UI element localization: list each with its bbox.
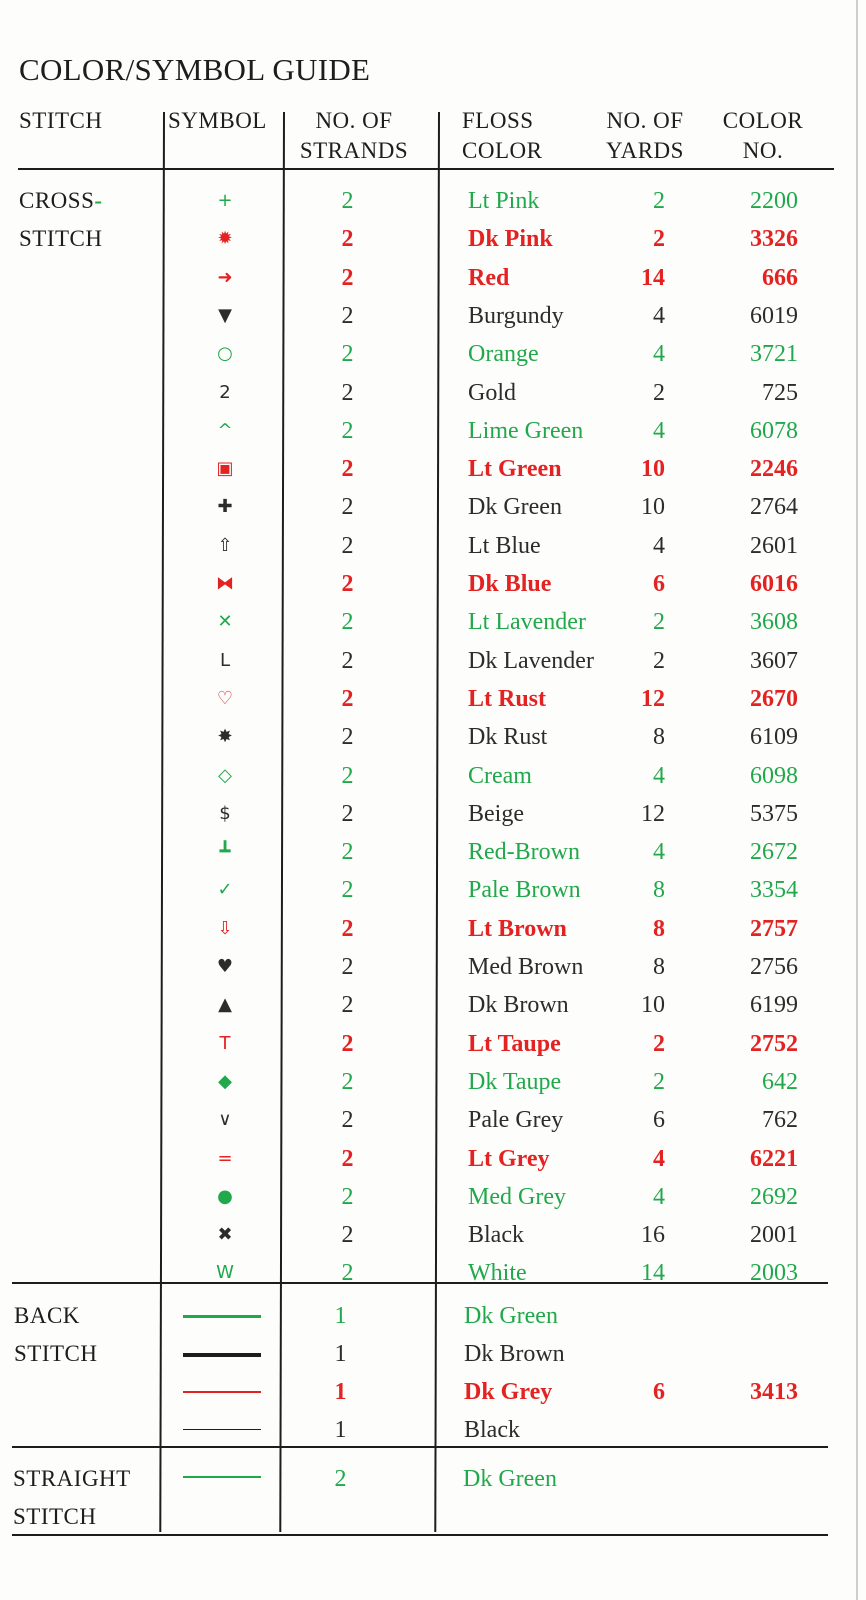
table-row	[0, 488, 866, 526]
header-color-no-line2: NO.	[742, 138, 784, 163]
table-row	[0, 1063, 866, 1101]
table-row	[0, 527, 866, 565]
color-number-cell: 725	[762, 379, 798, 406]
floss-color-cell: Lt Taupe	[468, 1030, 561, 1057]
header-yards	[596, 106, 694, 166]
floss-color-cell: Dk Blue	[468, 571, 552, 597]
color-number-cell: 2757	[750, 915, 798, 942]
page-title: COLOR/SYMBOL GUIDE	[19, 52, 371, 87]
stitch-symbol-icon: ▲	[218, 994, 232, 1016]
color-number-cell: 3413	[750, 1379, 798, 1405]
stitch-symbol-icon: ▣	[216, 458, 234, 480]
yards-cell: 8	[653, 724, 665, 751]
table-row	[0, 1460, 866, 1498]
yards-cell: 8	[653, 877, 665, 904]
floss-color-cell: Lt Lavender	[468, 609, 586, 636]
yards-cell: 4	[653, 341, 665, 368]
header-yards-line1: NO. OF	[606, 108, 684, 133]
stitch-symbol-icon: ⧓	[216, 573, 234, 594]
yards-cell: 12	[641, 800, 665, 827]
color-number-cell: 2670	[750, 685, 798, 712]
floss-color-cell: Dk Green	[468, 494, 562, 521]
color-number-cell: 3607	[750, 647, 798, 674]
color-number-cell: 3354	[750, 877, 798, 904]
strands-cell: 2	[341, 571, 354, 597]
stitch-symbol-icon: ⇧	[217, 534, 233, 556]
header-strands-line2: STRANDS	[299, 138, 409, 163]
color-number-cell: 2246	[750, 456, 798, 483]
strands-cell: 2	[341, 1030, 354, 1057]
table-row	[0, 182, 866, 220]
strands-cell: 2	[341, 417, 354, 444]
color-number-cell: 2692	[750, 1183, 798, 1210]
floss-color-cell: Red	[468, 264, 510, 291]
table-row	[0, 297, 866, 335]
table-row	[0, 1025, 866, 1063]
floss-color-cell: Orange	[468, 341, 539, 368]
strands-cell: 2	[341, 685, 354, 712]
table-row	[0, 335, 866, 373]
strands-cell: 2	[341, 188, 354, 214]
color-number-cell: 6109	[750, 724, 798, 751]
stitch-symbol-icon: ⇩	[217, 917, 233, 939]
stitch-symbol-icon: ┻	[219, 841, 231, 863]
floss-color-cell: Lt Rust	[468, 685, 547, 712]
yards-cell: 10	[641, 992, 665, 1019]
color-number-cell: 5375	[750, 800, 798, 827]
yards-cell: 2	[653, 379, 665, 406]
table-row	[0, 1335, 866, 1373]
table-row	[0, 757, 866, 795]
strands-cell: 2	[341, 1145, 354, 1172]
section-label-back-stitch-line2: STITCH	[14, 1341, 98, 1366]
floss-color-cell: Med Brown	[468, 954, 584, 980]
floss-color-cell: Dk Brown	[468, 992, 569, 1019]
color-number-cell: 3326	[750, 226, 798, 253]
header-floss-line2: COLOR	[462, 138, 543, 163]
header-strands	[290, 106, 418, 166]
table-row	[0, 871, 866, 909]
cross-label-dash: -	[94, 188, 103, 213]
color-number-cell: 3721	[750, 341, 798, 368]
yards-cell: 2	[653, 226, 665, 253]
strands-cell: 2	[341, 1068, 354, 1095]
color-number-cell: 2003	[750, 1260, 798, 1287]
color-number-cell: 2200	[750, 188, 798, 214]
color-number-cell: 2756	[750, 954, 798, 980]
color-number-cell: 3608	[750, 609, 798, 636]
stitch-symbol-icon: +	[217, 190, 233, 211]
yards-cell: 6	[653, 1107, 665, 1134]
yards-cell: 2	[653, 1030, 665, 1057]
strands-cell: 2	[334, 1466, 347, 1492]
header-floss	[462, 106, 542, 166]
yards-cell: 4	[653, 1145, 665, 1172]
table-row	[0, 948, 866, 986]
table-row	[0, 565, 866, 603]
strands-cell: 2	[341, 800, 354, 827]
strands-cell: 2	[341, 762, 354, 789]
yards-cell: 2	[653, 609, 665, 636]
header-stitch: STITCH	[19, 108, 103, 133]
table-row	[0, 412, 866, 450]
header-color-no-line1: COLOR	[722, 108, 804, 133]
stitch-symbol-icon: ✹	[217, 228, 233, 250]
strands-cell: 2	[341, 1222, 354, 1249]
floss-color-cell: Dk Taupe	[468, 1068, 562, 1095]
yards-cell: 4	[653, 1183, 665, 1210]
floss-color-cell: Lt Blue	[468, 532, 541, 559]
floss-color-cell: Lt Green	[468, 456, 562, 483]
stitch-symbol-icon: ➜	[217, 266, 233, 288]
stitch-symbol-icon: ▼	[218, 304, 232, 326]
strands-cell: 1	[334, 1417, 347, 1443]
strands-cell: 2	[341, 915, 354, 942]
floss-color-cell: White	[468, 1260, 527, 1287]
stitch-symbol-icon: 2	[219, 381, 231, 403]
backstitch-line-icon	[183, 1353, 261, 1357]
strands-cell: 2	[341, 456, 354, 483]
floss-color-cell: Red-Brown	[468, 839, 580, 866]
header-floss-line1: FLOSS	[462, 108, 534, 133]
color-number-cell: 6019	[750, 302, 798, 329]
yards-cell: 10	[641, 494, 665, 521]
stitch-symbol-icon: T	[219, 1032, 231, 1054]
table-row	[0, 220, 866, 258]
yards-cell: 2	[653, 188, 665, 214]
color-number-cell: 6078	[750, 417, 798, 444]
table-row	[0, 259, 866, 297]
header-strands-line1: NO. OF	[315, 108, 393, 133]
strands-cell: 2	[341, 532, 354, 559]
floss-color-cell: Dk Lavender	[468, 647, 594, 674]
yards-cell: 4	[653, 762, 665, 789]
yards-cell: 2	[653, 647, 665, 674]
strands-cell: 1	[334, 1341, 347, 1367]
color-number-cell: 2001	[750, 1222, 798, 1249]
table-row	[0, 1101, 866, 1139]
yards-cell: 2	[653, 1068, 665, 1095]
strands-cell: 1	[334, 1379, 347, 1405]
color-number-cell: 6098	[750, 762, 798, 789]
floss-color-cell: Lime Green	[468, 417, 584, 444]
stitch-symbol-icon: =	[217, 1147, 233, 1169]
strands-cell: 2	[341, 1183, 354, 1210]
section-label-cross-stitch-line2: STITCH	[19, 226, 103, 251]
strands-cell: 2	[341, 226, 354, 253]
strands-cell: 2	[341, 839, 354, 866]
floss-color-cell: Dk Rust	[468, 724, 548, 751]
yards-cell: 14	[641, 1260, 665, 1287]
strands-cell: 2	[341, 992, 354, 1019]
table-row	[0, 833, 866, 871]
backstitch-line-icon	[183, 1391, 261, 1393]
table-row	[0, 1178, 866, 1216]
stitch-symbol-icon: ♡	[216, 687, 234, 709]
strands-cell: 2	[341, 877, 354, 904]
floss-color-cell: Gold	[468, 379, 516, 406]
floss-color-cell: Dk Brown	[464, 1341, 565, 1367]
stitch-symbol-icon: L	[219, 649, 231, 671]
table-row	[0, 680, 866, 718]
stitch-symbol-icon: ♥	[216, 956, 234, 977]
yards-cell: 4	[653, 302, 665, 329]
strands-cell: 2	[341, 264, 354, 291]
yards-cell: 14	[641, 264, 665, 291]
yards-cell: 10	[641, 456, 665, 483]
yards-cell: 4	[653, 532, 665, 559]
strands-cell: 2	[341, 724, 354, 751]
table-row	[0, 718, 866, 756]
backstitch-line-icon	[183, 1429, 261, 1430]
table-row	[0, 1297, 866, 1335]
strands-cell: 2	[341, 379, 354, 406]
yards-cell: 8	[653, 954, 665, 980]
stitch-symbol-icon: $	[219, 802, 231, 824]
stitch-symbol-icon: ○	[217, 343, 233, 365]
section-label-back-stitch-line1: BACK	[14, 1303, 80, 1328]
strands-cell: 2	[341, 647, 354, 674]
table-row	[0, 986, 866, 1024]
stitch-symbol-icon: ◆	[218, 1070, 232, 1092]
strands-cell: 2	[341, 494, 354, 521]
table-row	[0, 795, 866, 833]
floss-color-cell: Beige	[468, 800, 524, 827]
floss-color-cell: Pale Grey	[468, 1107, 564, 1134]
table-bottom-rule	[12, 1534, 828, 1536]
stitch-symbol-icon: ◇	[218, 764, 232, 786]
floss-color-cell: Lt Grey	[468, 1145, 550, 1172]
color-number-cell: 2764	[750, 494, 798, 521]
table-row	[0, 1411, 866, 1449]
floss-color-cell: Lt Pink	[468, 188, 540, 214]
header-color-no	[712, 106, 814, 166]
section-label-straight-stitch-line1: STRAIGHT	[13, 1466, 131, 1491]
color-number-cell: 642	[762, 1068, 798, 1095]
stitch-symbol-icon: ✖	[217, 1224, 233, 1246]
color-number-cell: 6199	[750, 992, 798, 1019]
floss-color-cell: Lt Brown	[468, 915, 567, 942]
floss-color-cell: Dk Pink	[468, 226, 553, 253]
floss-color-cell: Cream	[468, 762, 532, 789]
stitch-symbol-icon: ✚	[217, 496, 233, 518]
floss-color-cell: Dk Grey	[464, 1379, 553, 1405]
yards-cell: 4	[653, 417, 665, 444]
color-number-cell: 2672	[750, 839, 798, 866]
table-row	[0, 910, 866, 948]
stitch-symbol-icon: ✓	[217, 879, 233, 901]
yards-cell: 12	[641, 685, 665, 712]
strands-cell: 2	[341, 1260, 354, 1287]
yards-cell: 4	[653, 839, 665, 866]
cross-label-word: CROSS	[19, 188, 95, 213]
table-row	[0, 642, 866, 680]
table-row	[0, 1373, 866, 1411]
table-row	[0, 1140, 866, 1178]
floss-color-cell: Dk Green	[463, 1466, 557, 1492]
yards-cell: 6	[653, 1379, 665, 1405]
floss-color-cell: Black	[464, 1417, 520, 1443]
strands-cell: 2	[341, 1107, 354, 1134]
stitch-symbol-icon: ✕	[217, 611, 233, 633]
floss-color-cell: Dk Green	[464, 1303, 558, 1329]
stitch-symbol-icon: W	[216, 1262, 234, 1284]
header-yards-line2: YARDS	[606, 138, 684, 163]
strands-cell: 2	[341, 341, 354, 368]
color-number-cell: 762	[762, 1107, 798, 1134]
strands-cell: 2	[341, 609, 354, 636]
floss-color-cell: Pale Brown	[468, 877, 581, 904]
floss-color-cell: Med Grey	[468, 1183, 566, 1210]
table-row	[0, 450, 866, 488]
color-number-cell: 666	[762, 264, 798, 291]
yards-cell: 16	[641, 1222, 665, 1249]
section-label-straight-stitch-line2: STITCH	[13, 1504, 97, 1529]
strands-cell: 2	[341, 954, 354, 980]
yards-cell: 6	[653, 571, 665, 597]
yards-cell: 8	[653, 915, 665, 942]
color-number-cell: 2601	[750, 532, 798, 559]
table-row	[0, 1216, 866, 1254]
stitch-symbol-icon: ✸	[217, 726, 233, 748]
stitch-symbol-icon: ∨	[218, 1109, 232, 1131]
color-number-cell: 6016	[750, 571, 798, 597]
stitch-symbol-icon: ^	[217, 419, 233, 441]
stitch-symbol-icon: ●	[217, 1185, 233, 1207]
color-number-cell: 2752	[750, 1030, 798, 1057]
table-row	[0, 1254, 866, 1292]
floss-color-cell: Burgundy	[468, 302, 564, 329]
strands-cell: 1	[334, 1303, 347, 1329]
header-rule	[18, 168, 834, 170]
header-symbol: SYMBOL	[168, 108, 267, 133]
floss-color-cell: Black	[468, 1222, 524, 1249]
color-number-cell: 6221	[750, 1145, 798, 1172]
strands-cell: 2	[341, 302, 354, 329]
backstitch-line-icon	[183, 1315, 261, 1318]
table-row	[0, 603, 866, 641]
straight-stitch-line-icon	[183, 1476, 261, 1478]
table-row	[0, 374, 866, 412]
